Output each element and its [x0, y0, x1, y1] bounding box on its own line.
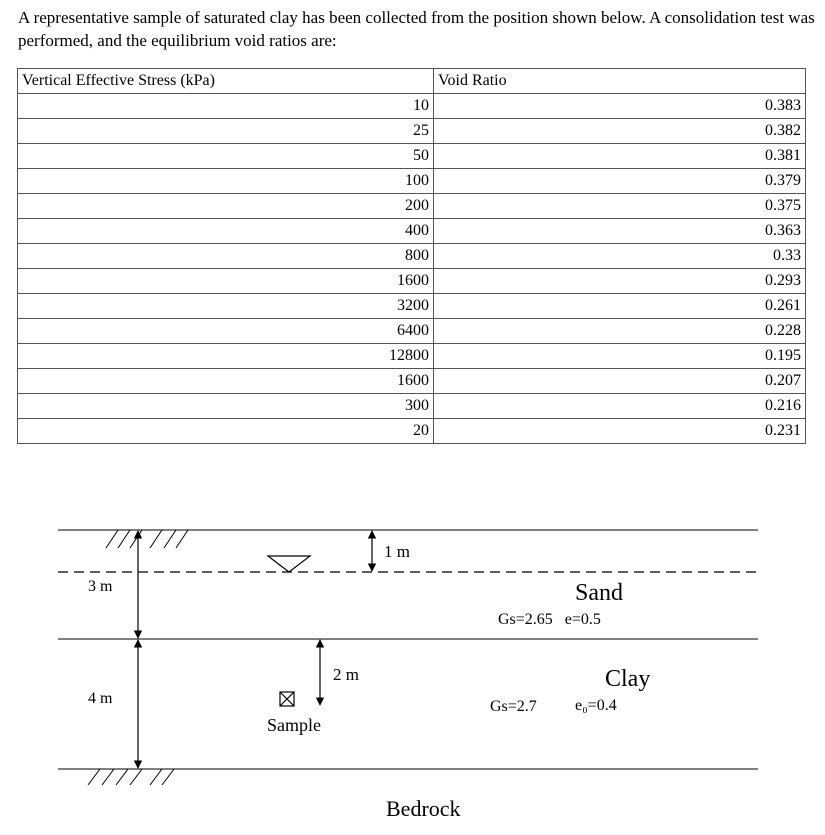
sample-label: Sample: [267, 715, 321, 735]
clay-gs: Gs=2.7: [490, 698, 537, 715]
void-ratio-cell: 0.216: [434, 394, 806, 419]
table-row: [18, 144, 806, 169]
sand-label: Sand: [575, 580, 623, 606]
table-row: [18, 344, 806, 369]
table-row: [18, 244, 806, 269]
water-depth-label: 1 m: [384, 542, 410, 561]
table-row: [18, 319, 806, 344]
clay-label: Clay: [605, 666, 651, 692]
bedrock-label: Bedrock: [386, 796, 461, 821]
stress-cell: 100: [18, 169, 434, 194]
void-ratio-cell: 0.382: [434, 119, 806, 144]
table-row: [18, 119, 806, 144]
bedrock-hatch: [88, 769, 174, 785]
table-row: [18, 169, 806, 194]
void-ratio-cell: 0.375: [434, 194, 806, 219]
stress-cell: 1600: [18, 369, 434, 394]
stress-cell: 1600: [18, 269, 434, 294]
header-void-ratio: Void Ratio: [434, 69, 806, 94]
stress-cell: 3200: [18, 294, 434, 319]
soil-profile-figure: [0, 500, 825, 835]
stress-cell: 20: [18, 419, 434, 444]
void-ratio-cell: 0.379: [434, 169, 806, 194]
void-ratio-cell: 0.383: [434, 94, 806, 119]
stress-cell: 300: [18, 394, 434, 419]
problem-statement: A representative sample of saturated clay has been collected from the position shown below. A consolidation test was performed, and the equilibrium void ratios are:: [18, 8, 815, 50]
table-row: [18, 269, 806, 294]
stress-cell: 10: [18, 94, 434, 119]
void-ratio-cell: 0.195: [434, 344, 806, 369]
void-ratio-cell: 0.33: [434, 244, 806, 269]
stress-cell: 200: [18, 194, 434, 219]
table-row: [18, 219, 806, 244]
void-ratio-cell: 0.381: [434, 144, 806, 169]
void-ratio-cell: 0.363: [434, 219, 806, 244]
table-row: [18, 194, 806, 219]
clay-void-ratio: e₀=0.4: [575, 697, 617, 714]
table-row: [18, 419, 806, 444]
sand-properties: Gs=2.65 e=0.5: [498, 611, 601, 628]
sample-marker-icon: [280, 692, 294, 706]
table-row: [18, 394, 806, 419]
void-ratio-cell: 0.293: [434, 269, 806, 294]
stress-cell: 800: [18, 244, 434, 269]
table-row: [18, 369, 806, 394]
clay-thickness-label: 4 m: [88, 690, 113, 707]
stress-cell: 400: [18, 219, 434, 244]
consolidation-table: [17, 68, 806, 444]
stress-cell: 6400: [18, 319, 434, 344]
stress-cell: 12800: [18, 344, 434, 369]
table-header-row: [18, 69, 806, 94]
sample-depth-label: 2 m: [333, 665, 359, 684]
void-ratio-cell: 0.207: [434, 369, 806, 394]
table-row: [18, 94, 806, 119]
ground-hatch: [106, 530, 188, 548]
table-row: [18, 294, 806, 319]
void-ratio-cell: 0.231: [434, 419, 806, 444]
void-ratio-cell: 0.261: [434, 294, 806, 319]
header-stress: Vertical Effective Stress (kPa): [18, 69, 434, 94]
stress-cell: 25: [18, 119, 434, 144]
stress-cell: 50: [18, 144, 434, 169]
water-table-icon: [268, 556, 310, 572]
void-ratio-cell: 0.228: [434, 319, 806, 344]
sand-thickness-label: 3 m: [88, 578, 113, 595]
